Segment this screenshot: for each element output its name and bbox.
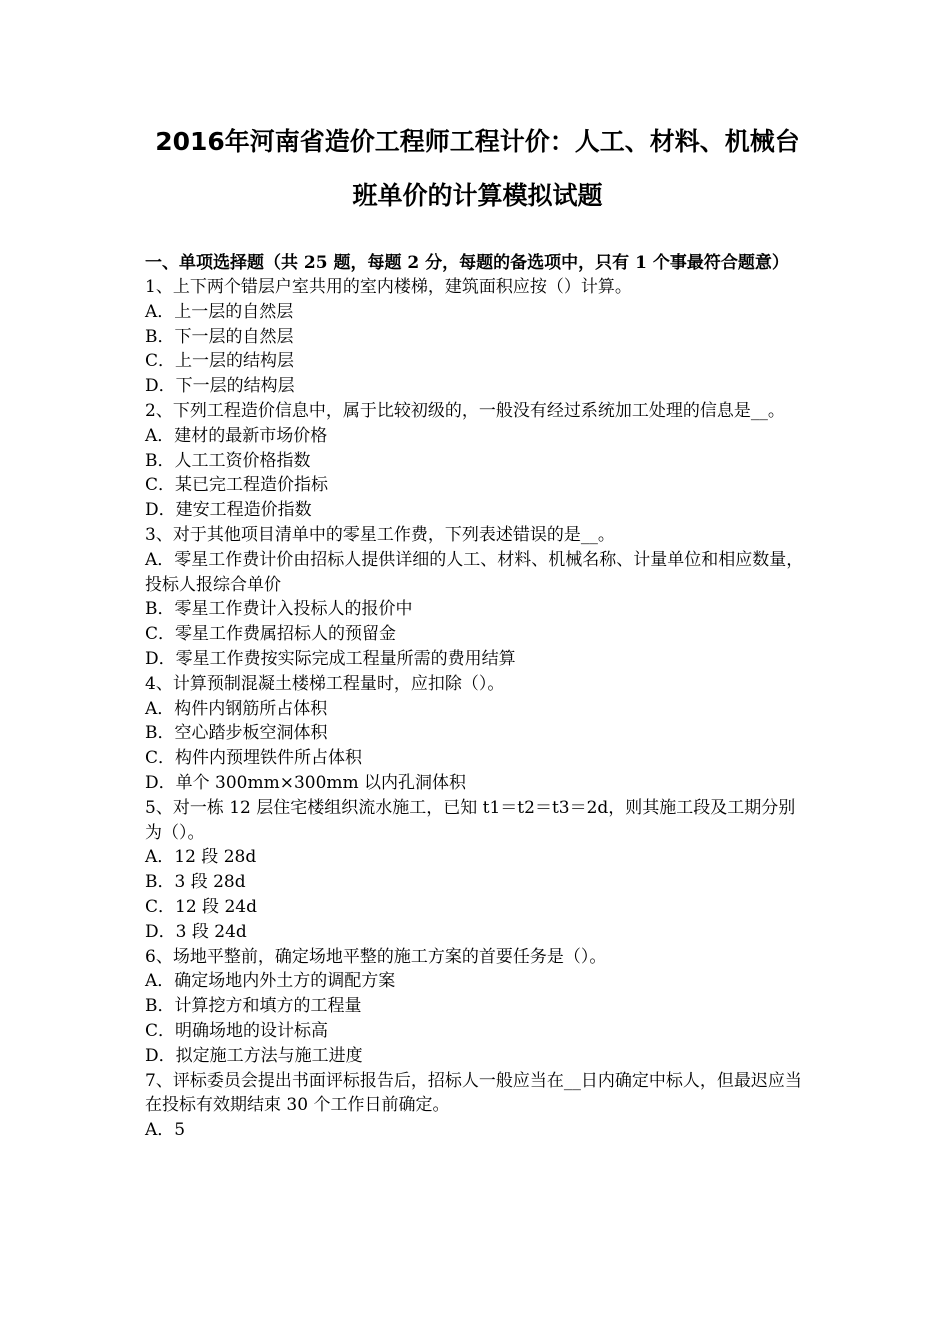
question-stem: 4、计算预制混凝土楼梯工程量时，应扣除（）。	[145, 673, 505, 694]
question-5	[145, 796, 810, 945]
option-c: C．构件内预埋铁件所占体积	[145, 748, 363, 769]
question-stem: 7、评标委员会提出书面评标报告后，招标人一般应当在__日内确定中标人，但最迟应当在投标有效期结束 30 个工作日前确定。	[145, 1070, 802, 1116]
option-d: D．3 段 24d	[145, 921, 247, 942]
question-4	[145, 672, 810, 796]
option-b: B．空心踏步板空洞体积	[145, 723, 328, 744]
option-a: A．零星工作费计价由招标人提供详细的人工、材料、机械名称、计量单位和相应数量，投标人报综合单价	[145, 549, 804, 595]
title-line-2: 班单价的计算模拟试题	[352, 181, 603, 210]
option-a: A．12 段 28d	[145, 847, 257, 868]
question-1	[145, 275, 810, 399]
option-a: A．建材的最新市场价格	[145, 425, 328, 446]
question-stem: 1、上下两个错层户室共用的室内楼梯，建筑面积应按（）计算。	[145, 277, 632, 297]
option-d: D．单个 300mm×300mm 以内孔洞体积	[145, 772, 467, 793]
option-c: C．12 段 24d	[145, 896, 257, 917]
option-a: A．确定场地内外土方的调配方案	[145, 971, 396, 992]
option-b: B．计算挖方和填方的工程量	[145, 996, 362, 1017]
title-line-1: 2016年河南省造价工程师工程计价：人工、材料、机械台	[155, 127, 800, 156]
option-d: D．拟定施工方法与施工进度	[145, 1045, 363, 1066]
question-list	[145, 275, 810, 1143]
option-a: A．构件内钢筋所占体积	[145, 698, 328, 719]
question-2	[145, 399, 810, 523]
question-stem: 6、场地平整前，确定场地平整的施工方案的首要任务是（）。	[145, 946, 607, 967]
option-d: D．建安工程造价指数	[145, 500, 312, 521]
option-b: B．3 段 28d	[145, 872, 246, 893]
option-c: C．某已完工程造价指标	[145, 475, 329, 496]
option-c: C．明确场地的设计标高	[145, 1020, 329, 1041]
question-3	[145, 523, 810, 672]
option-a: A．上一层的自然层	[145, 301, 294, 322]
option-b: B．下一层的自然层	[145, 326, 294, 347]
option-c: C．零星工作费属招标人的预留金	[145, 624, 397, 645]
section-header: 一、单项选择题（共 25 题，每题 2 分，每题的备选项中，只有 1 个事最符合题意）	[145, 253, 789, 273]
option-a: A．5	[145, 1120, 186, 1141]
option-d: D．零星工作费按实际完成工程量所需的费用结算	[145, 648, 516, 669]
question-6	[145, 945, 810, 1069]
question-stem: 2、下列工程造价信息中，属于比较初级的，一般没有经过系统加工处理的信息是__。	[145, 400, 785, 421]
option-c: C．上一层的结构层	[145, 351, 295, 372]
option-b: B．零星工作费计入投标人的报价中	[145, 599, 413, 620]
option-b: B．人工工资价格指数	[145, 450, 311, 471]
question-7	[145, 1069, 810, 1143]
question-stem: 5、对一栋 12 层住宅楼组织流水施工，已知 t1＝t2＝t3＝2d，则其施工段及工期分别为（）。	[145, 797, 796, 843]
document-title	[135, 115, 820, 223]
option-d: D．下一层的结构层	[145, 376, 295, 397]
question-stem: 3、对于其他项目清单中的零星工作费，下列表述错误的是__。	[145, 524, 615, 545]
